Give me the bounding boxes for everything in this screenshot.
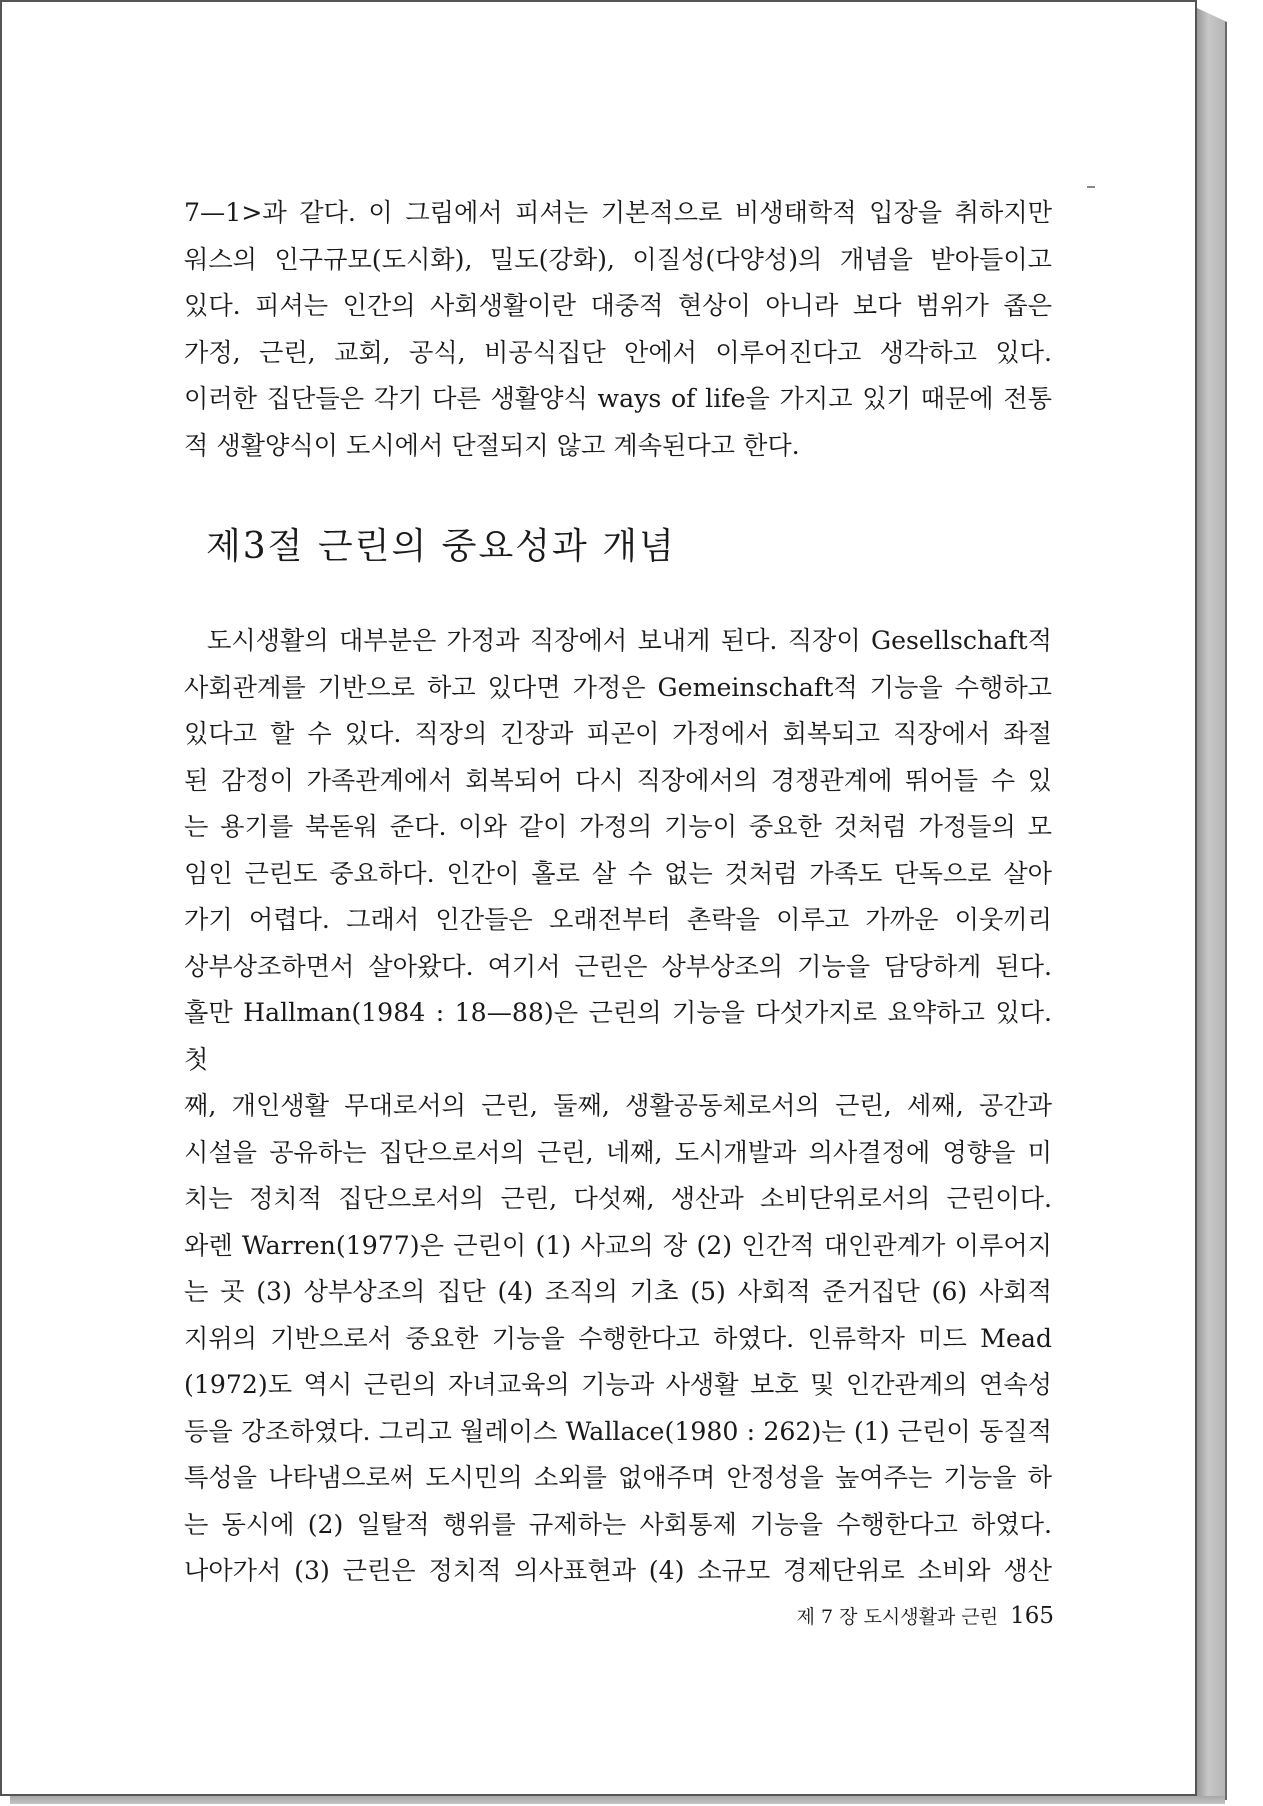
text-line: 치는 정치적 집단으로서의 근린, 다섯째, 생산과 소비단위로서의 근린이다. (184, 1184, 1052, 1213)
text-line: 시설을 공유하는 집단으로서의 근린, 네째, 도시개발과 의사결정에 영향을 미 (184, 1137, 1052, 1167)
page-footer (764, 1602, 1054, 1629)
text-line: 와렌 Warren(1977)은 근린이 (1) 사교의 장 (2) 인간적 대인관계가 이루어지 (184, 1230, 1052, 1260)
text-line: 나아가서 (3) 근린은 정치적 의사표현과 (4) 소규모 경제단위로 소비와 생산 (184, 1556, 1052, 1585)
text-line: 임인 근린도 중요하다. 인간이 홀로 살 수 없는 것처럼 가족도 단독으로 살아 (184, 858, 1052, 888)
top-paragraph (184, 190, 1052, 469)
page-number: 165 (1010, 1603, 1054, 1629)
text-line: 된 감정이 가족관계에서 회복되어 다시 직장에서의 경쟁관계에 뛰어들 수 있 (184, 765, 1052, 795)
text-line: 있다고 할 수 있다. 직장의 긴장과 피곤이 가정에서 회복되고 직장에서 좌절 (184, 719, 1052, 748)
text-line: (1972)도 역시 근린의 자녀교육의 기능과 사생활 보호 및 인간관계의 연속성 (184, 1370, 1052, 1399)
text-line: 는 동시에 (2) 일탈적 행위를 규제하는 사회통제 기능을 수행한다고 하였다. (184, 1509, 1052, 1539)
text-line: 워스의 인구규모(도시화), 밀도(강화), 이질성(다양성)의 개념을 받아들이고 (184, 244, 1052, 274)
scan-mark (1087, 186, 1095, 188)
text-line: 째, 개인생활 무대로서의 근린, 둘째, 생활공동체로서의 근린, 세째, 공간과 (184, 1091, 1052, 1120)
text-line: 가정, 근린, 교회, 공식, 비공식집단 안에서 이루어진다고 생각하고 있다. (184, 337, 1052, 367)
text-line: 상부상조하면서 살아왔다. 여기서 근린은 상부상조의 기능을 담당하게 된다. (184, 951, 1052, 981)
text-line: 는 곳 (3) 상부상조의 집단 (4) 조직의 기초 (5) 사회적 준거집단 (6) 사회적 (184, 1277, 1052, 1306)
text-line: 지위의 기반으로서 중요한 기능을 수행한다고 하였다. 인류학자 미드 Mead (184, 1323, 1052, 1353)
text-line: 도시생활의 대부분은 가정과 직장에서 보내게 된다. 직장이 Gesellschaft적 (207, 626, 1052, 655)
main-text (184, 618, 1052, 1595)
body-text (184, 190, 1052, 469)
page-stack-edge (1197, 8, 1227, 1800)
text-line: 사회관계를 기반으로 하고 있다면 가정은 Gemeinschaft적 기능을 수행하고 (184, 672, 1052, 702)
text-line: 홀만 Hallman(1984 : 18—88)은 근린의 기능을 다섯가지로 요약하고 있다. 첫 (184, 998, 1052, 1074)
text-line: 가기 어렵다. 그래서 인간들은 오래전부터 촌락을 이루고 가까운 이웃끼리 (184, 905, 1052, 934)
text-line: 등을 강조하였다. 그리고 월레이스 Wallace(1980 : 262)는 (1) 근린이 동질적 (184, 1416, 1052, 1446)
text-line: 는 용기를 북돋워 준다. 이와 같이 가정의 기능이 중요한 것처럼 가정들의 모 (184, 812, 1052, 841)
page-stack-edge-bottom (10, 1796, 1225, 1804)
running-footer-chapter: 제 7 장 도시생활과 근린 (796, 1606, 999, 1628)
section-heading: 제3절 근린의 중요성과 개념 (206, 526, 676, 567)
text-line: 7—1>과 같다. 이 그림에서 피셔는 기본적으로 비생태학적 입장을 취하지만 (184, 198, 1052, 227)
text-line: 적 생활양식이 도시에서 단절되지 않고 계속된다고 한다. (184, 430, 800, 460)
text-line: 이러한 집단들은 각기 다른 생활양식 ways of life을 가지고 있기 때문에 전통 (184, 384, 1052, 413)
text-line: 특성을 나타냄으로써 도시민의 소외를 없애주며 안정성을 높여주는 기능을 하 (184, 1463, 1052, 1492)
text-line: 있다. 피셔는 인간의 사회생활이란 대중적 현상이 아니라 보다 범위가 좁은 (184, 291, 1052, 320)
main-paragraph (184, 618, 1052, 1595)
